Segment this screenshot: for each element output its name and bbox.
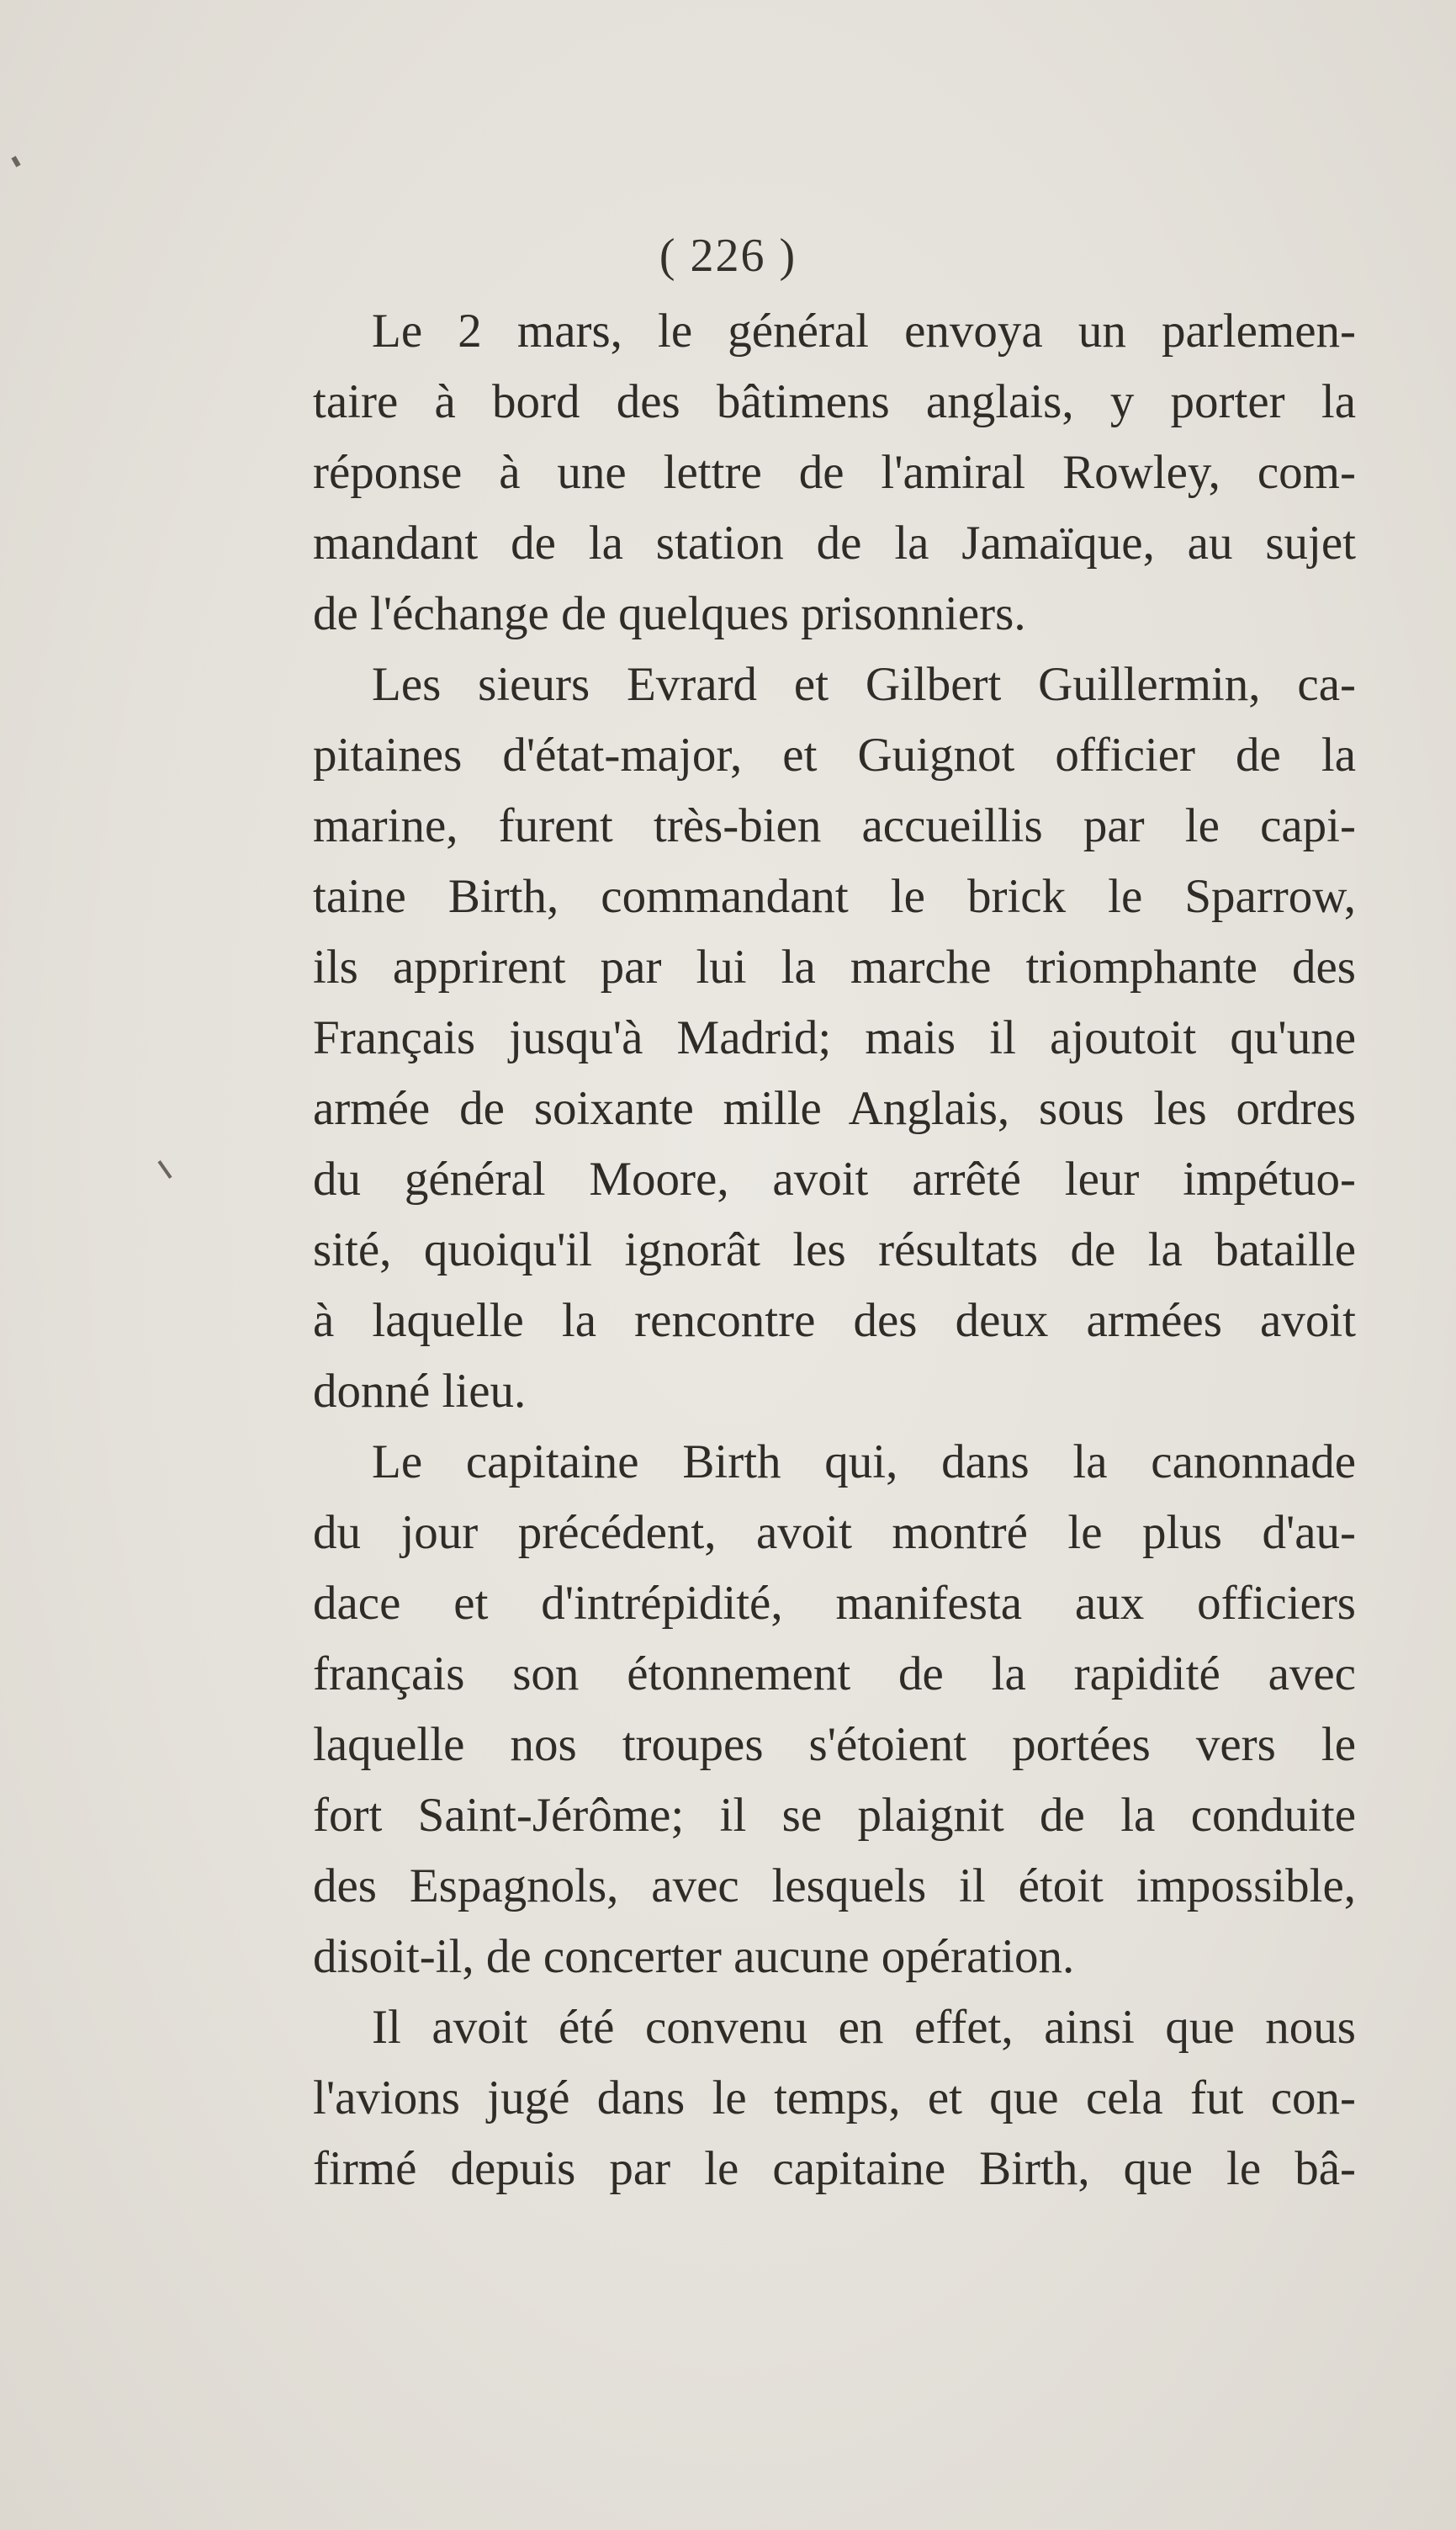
text-line: des Espagnols, avec lesquels il étoit impossible,: [313, 1859, 1356, 1912]
text-line: Le 2 mars, le général envoya un parlemen-: [372, 305, 1356, 358]
text-line: taine Birth, commandant le brick le Sparrow,: [313, 870, 1356, 923]
text-line: ils apprirent par lui la marche triomphante des: [313, 941, 1356, 994]
text-line: réponse à une lettre de l'amiral Rowley, com-: [313, 446, 1356, 499]
text-line: pitaines d'état-major, et Guignot officier de la: [313, 729, 1356, 782]
text-line: à laquelle la rencontre des deux armées avoit: [313, 1294, 1356, 1347]
text-line: du jour précédent, avoit montré le plus d'au-: [313, 1506, 1356, 1559]
text-line: de l'échange de quelques prisonniers.: [313, 587, 1026, 640]
ink-speck: [157, 1160, 172, 1179]
body-text: [313, 296, 1356, 2204]
text-line: Les sieurs Evrard et Gilbert Guillermin, ca-: [372, 658, 1356, 711]
ink-speck: [11, 156, 20, 167]
page-number: ( 226 ): [659, 230, 797, 282]
text-line: Le capitaine Birth qui, dans la canonnade: [372, 1435, 1356, 1488]
text-line: Français jusqu'à Madrid; mais il ajoutoit qu'une: [313, 1011, 1356, 1064]
text-line: sité, quoiqu'il ignorât les résultats de la bataille: [313, 1223, 1356, 1276]
text-line: firmé depuis par le capitaine Birth, que le bâ-: [313, 2142, 1356, 2195]
text-line: marine, furent très-bien accueillis par le capi-: [313, 799, 1356, 852]
text-line: laquelle nos troupes s'étoient portées vers le: [313, 1718, 1356, 1771]
text-line: disoit-il, de concerter aucune opération.: [313, 1930, 1075, 1983]
text-line: donné lieu.: [313, 1365, 527, 1418]
text-line: fort Saint-Jérôme; il se plaignit de la conduite: [313, 1789, 1356, 1842]
text-line: mandant de la station de la Jamaïque, au sujet: [313, 517, 1356, 570]
text-line: taire à bord des bâtimens anglais, y porter la: [313, 375, 1356, 428]
text-line: Il avoit été convenu en effet, ainsi que nous: [372, 2001, 1356, 2054]
text-line: français son étonnement de la rapidité avec: [313, 1647, 1356, 1700]
text-line: l'avions jugé dans le temps, et que cela fut con-: [313, 2071, 1356, 2124]
text-line: dace et d'intrépidité, manifesta aux officiers: [313, 1577, 1356, 1630]
text-line: armée de soixante mille Anglais, sous les ordres: [313, 1082, 1356, 1135]
text-line: du général Moore, avoit arrêté leur impétuo-: [313, 1153, 1356, 1206]
